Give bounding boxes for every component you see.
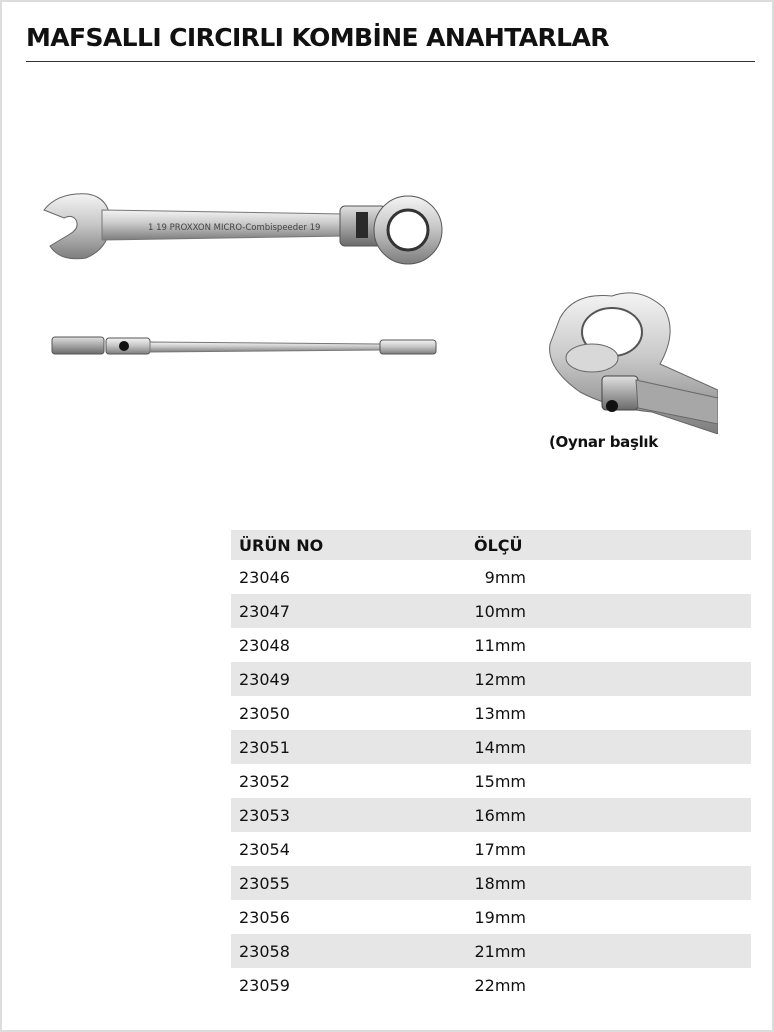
size-cell: 14mm — [474, 737, 526, 757]
product-no-cell: 23053 — [239, 805, 290, 825]
table-row — [231, 696, 751, 730]
table-row — [231, 968, 751, 1002]
size-cell: 9mm — [484, 567, 526, 587]
product-no-cell: 23056 — [239, 907, 290, 927]
size-cell: 15mm — [474, 771, 526, 791]
size-cell: 19mm — [474, 907, 526, 927]
page-title: MAFSALLI CIRCIRLI KOMBİNE ANAHTARLAR — [26, 23, 609, 52]
table-row — [231, 866, 751, 900]
table-row — [231, 628, 751, 662]
table-row — [231, 594, 751, 628]
size-cell: 10mm — [474, 601, 526, 621]
table-row — [231, 662, 751, 696]
size-cell: 17mm — [474, 839, 526, 859]
size-cell: 16mm — [474, 805, 526, 825]
table-row — [231, 730, 751, 764]
wrench-side-view-image — [50, 334, 440, 358]
size-cell: 18mm — [474, 873, 526, 893]
size-cell: 12mm — [474, 669, 526, 689]
product-no-cell: 23058 — [239, 941, 290, 961]
product-no-cell: 23046 — [239, 567, 290, 587]
wrench-engraving: 1 19 PROXXON MICRO-Combispeeder 19 — [148, 223, 321, 233]
table-row — [231, 798, 751, 832]
wrench-front-view-image — [40, 188, 448, 266]
product-size-table — [231, 530, 751, 1002]
table-header-row — [231, 530, 751, 560]
product-no-cell: 23050 — [239, 703, 290, 723]
table-row — [231, 832, 751, 866]
size-cell: 21mm — [474, 941, 526, 961]
product-no-cell: 23047 — [239, 601, 290, 621]
product-no-cell: 23055 — [239, 873, 290, 893]
table-row — [231, 934, 751, 968]
product-no-cell: 23054 — [239, 839, 290, 859]
table-row — [231, 560, 751, 594]
column-header-size: ÖLÇÜ — [474, 535, 523, 555]
size-cell: 22mm — [474, 975, 526, 995]
product-no-cell: 23059 — [239, 975, 290, 995]
swivel-head-caption: (Oynar başlık — [549, 433, 658, 451]
table-row — [231, 764, 751, 798]
product-no-cell: 23049 — [239, 669, 290, 689]
column-header-product-no: ÜRÜN NO — [239, 535, 324, 555]
size-cell: 13mm — [474, 703, 526, 723]
product-no-cell: 23048 — [239, 635, 290, 655]
size-cell: 11mm — [474, 635, 526, 655]
swivel-head-detail-image — [540, 288, 718, 434]
title-divider — [26, 61, 755, 62]
product-no-cell: 23051 — [239, 737, 290, 757]
product-no-cell: 23052 — [239, 771, 290, 791]
table-row — [231, 900, 751, 934]
